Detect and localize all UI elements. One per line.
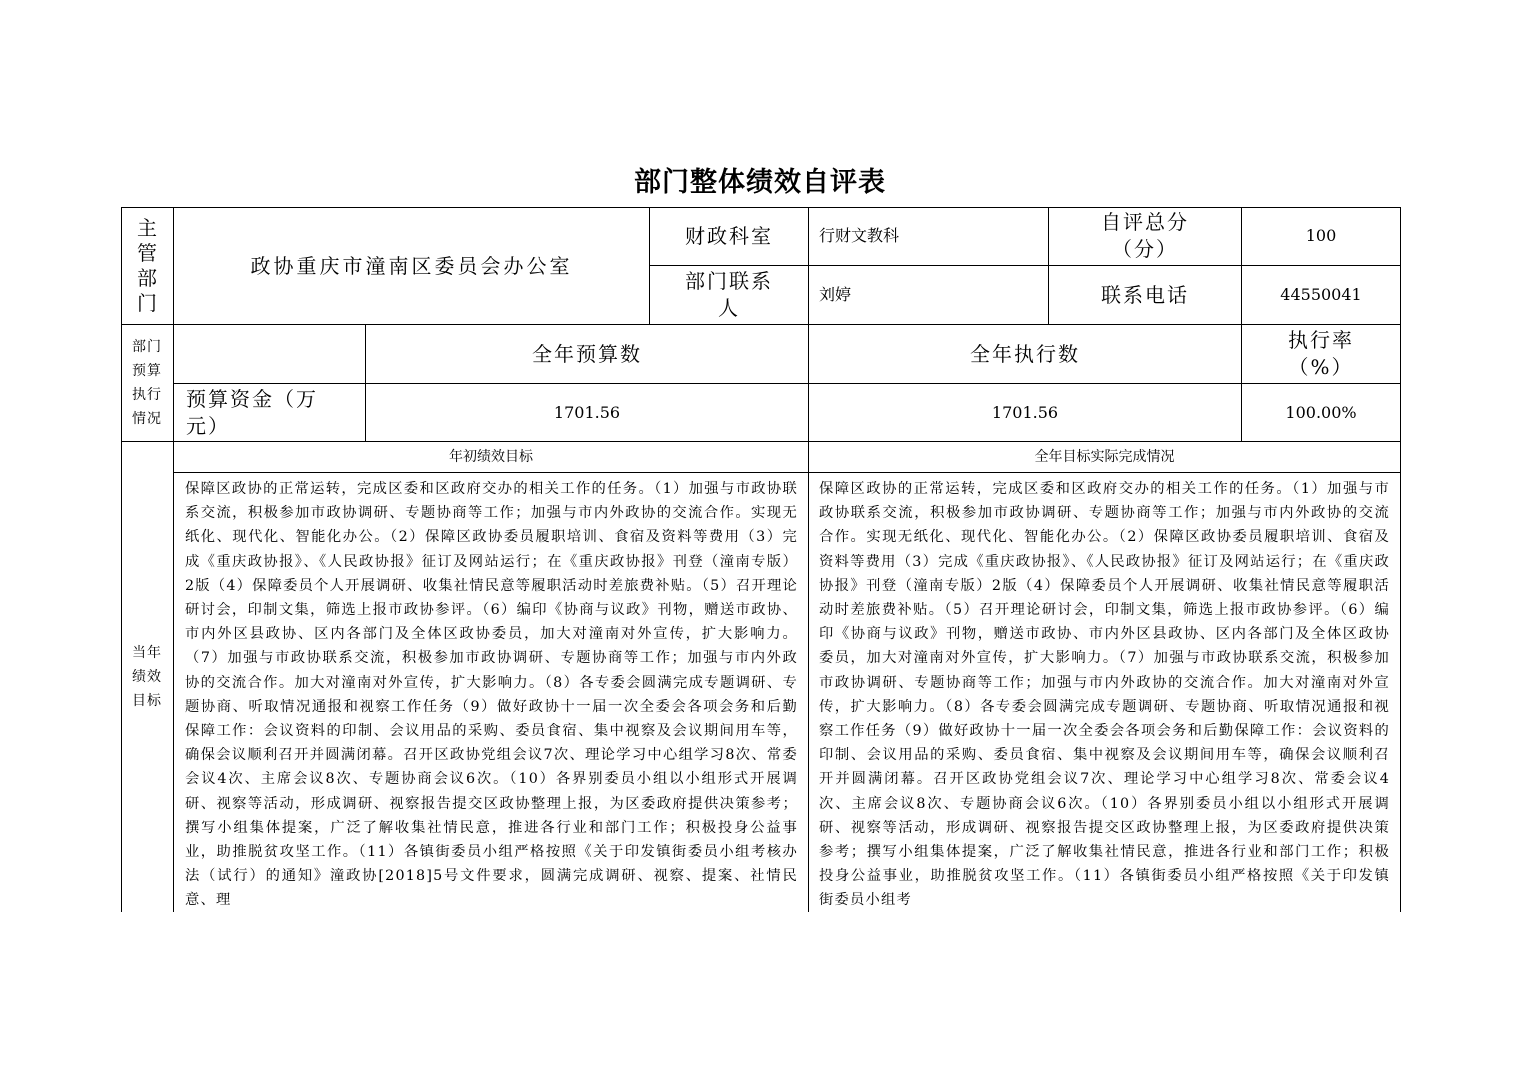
dept-name-cell: [174, 207, 650, 325]
finance-value: 行财文教科: [819, 226, 900, 245]
score-value-cell: [1242, 207, 1401, 266]
contact-label-cell: [650, 266, 809, 325]
dept-label-cell: [121, 207, 174, 325]
exec-rate-value: 100.00%: [1285, 402, 1357, 422]
actual-completion-header: 全年目标实际完成情况: [1034, 449, 1175, 465]
targets-section-label-cell: [121, 442, 174, 912]
initial-target-header-cell: [174, 442, 809, 473]
contact-value: 刘婷: [819, 285, 852, 304]
annual-exec-value: 1701.56: [991, 402, 1059, 422]
page-title: 部门整体绩效自评表: [634, 167, 886, 198]
budget-blank-cell: [174, 325, 366, 384]
phone-label: 联系电话: [1101, 283, 1189, 307]
budget-section-label-cell: [121, 325, 174, 442]
phone-label-cell: [1049, 266, 1242, 325]
phone-value: 44550041: [1280, 285, 1362, 304]
dept-name: 政协重庆市潼南区委员会办公室: [250, 253, 573, 278]
exec-rate-header: 执行率（%）: [1288, 328, 1354, 379]
contact-label: 部门联系人: [685, 269, 773, 320]
annual-exec-header-cell: [809, 325, 1242, 384]
annual-budget-header-cell: [366, 325, 809, 384]
performance-table: [121, 207, 1401, 912]
initial-target-header: 年初绩效目标: [449, 449, 533, 465]
targets-section-label: 当年绩效目标: [132, 645, 162, 709]
budget-row-label: 预算资金（万元）: [186, 386, 318, 438]
score-value: 100: [1305, 226, 1337, 245]
phone-value-cell: [1242, 266, 1401, 325]
dept-label: 主管部门: [137, 215, 157, 315]
score-label: 自评总分（分）: [1101, 210, 1189, 261]
score-label-cell: [1049, 207, 1242, 266]
finance-label-cell: [650, 207, 809, 266]
exec-rate-header-cell: [1242, 325, 1401, 384]
initial-target-text: 保障区政协的正常运转，完成区委和区政府交办的相关工作的任务。（1）加强与市政协联系交流，积极参加市政协调研、专题协商等工作；加强与市内外政协的交流合作。实现无纸化、现代化、智能化办公。（2）保障区政协委员履职培训、食宿及资料等费用（3）完成《重庆政协报》、《人民政协报》征订及网站运行；在《重庆政协报》刊登（潼南专版）2版（4）保障委员个人开展调研、收集社情民意等履职活动时差旅费补贴。（5）召开理论研讨会，印制文集，筛选上报市政协参评。（6）编印《协商与议政》刊物，赠送市政协、市内外区县政协、区内各部门及全体区政协委员，加大对潼南对外宣传，扩大影响力。（7）加强与市政协联系交流，积极参加市政协调研、专题协商等工作；加强与市内外政协的交流合作。加大对潼南对外宣传，扩大影响力。（8）各专委会圆满完成专题调研、专题协商、听取情况通报和视察工作任务（9）做好政协十一届一次全委会各项会务和后勤保障工作：会议资料的印制、会议用品的采购、委员食宿、集中视察及会议期间用车等，确保会议顺利召开并圆满闭幕。召开区政协党组会议7次、理论学习中心组学习8次、常委会议4次、主席会议8次、专题协商会议6次。（10）各界别委员小组以小组形式开展调研、视察等活动，形成调研、视察报告提交区政协整理上报，为区委政府提供决策参考；撰写小组集体提案，广泛了解收集社情民意，推进各行业和部门工作；积极投身公益事业，助推脱贫攻坚工作。（11）各镇街委员小组严格按照《关于印发镇街委员小组考核办法（试行）的通知》潼政协[2018]5号文件要求，圆满完成调研、视察、提案、社情民意、理: [174, 473, 809, 912]
finance-label: 财政科室: [685, 224, 773, 248]
annual-exec-header: 全年执行数: [970, 342, 1080, 366]
actual-completion-header-cell: [809, 442, 1401, 473]
actual-completion-text: 保障区政协的正常运转，完成区委和区政府交办的相关工作的任务。（1）加强与市政协联系交流，积极参加市政协调研、专题协商等工作；加强与市内外政协的交流合作。实现无纸化、现代化、智能化办公。（2）保障区政协委员履职培训、食宿及资料等费用（3）完成《重庆政协报》、《人民政协报》征订及网站运行；在《重庆政协报》刊登（潼南专版）2版（4）保障委员个人开展调研、收集社情民意等履职活动时差旅费补贴。（5）召开理论研讨会，印制文集，筛选上报市政协参评。（6）编印《协商与议政》刊物，赠送市政协、市内外区县政协、区内各部门及全体区政协委员，加大对潼南对外宣传，扩大影响力。（7）加强与市政协联系交流，积极参加市政协调研、专题协商等工作；加强与市内外政协的交流合作。加大对潼南对外宣传，扩大影响力。（8）各专委会圆满完成专题调研、专题协商、听取情况通报和视察工作任务（9）做好政协十一届一次全委会各项会务和后勤保障工作：会议资料的印制、会议用品的采购、委员食宿、集中视察及会议期间用车等，确保会议顺利召开并圆满闭幕。召开区政协党组会议7次、理论学习中心组学习8次、常委会议4次、主席会议8次、专题协商会议6次。（10）各界别委员小组以小组形式开展调研、视察等活动，形成调研、视察报告提交区政协整理上报，为区委政府提供决策参考；撰写小组集体提案，广泛了解收集社情民意，推进各行业和部门工作；积极投身公益事业，助推脱贫攻坚工作。（11）各镇街委员小组严格按照《关于印发镇街委员小组考: [809, 473, 1401, 912]
budget-section-label: 部门预算执行情况: [132, 339, 162, 427]
budget-row-label-cell: [174, 384, 366, 442]
annual-budget-header: 全年预算数: [532, 342, 642, 366]
contact-value-cell: [809, 266, 1049, 325]
annual-exec-value-cell: [809, 384, 1242, 442]
annual-budget-value-cell: [366, 384, 809, 442]
finance-value-cell: [809, 207, 1049, 266]
annual-budget-value: 1701.56: [553, 402, 621, 422]
exec-rate-value-cell: [1242, 384, 1401, 442]
